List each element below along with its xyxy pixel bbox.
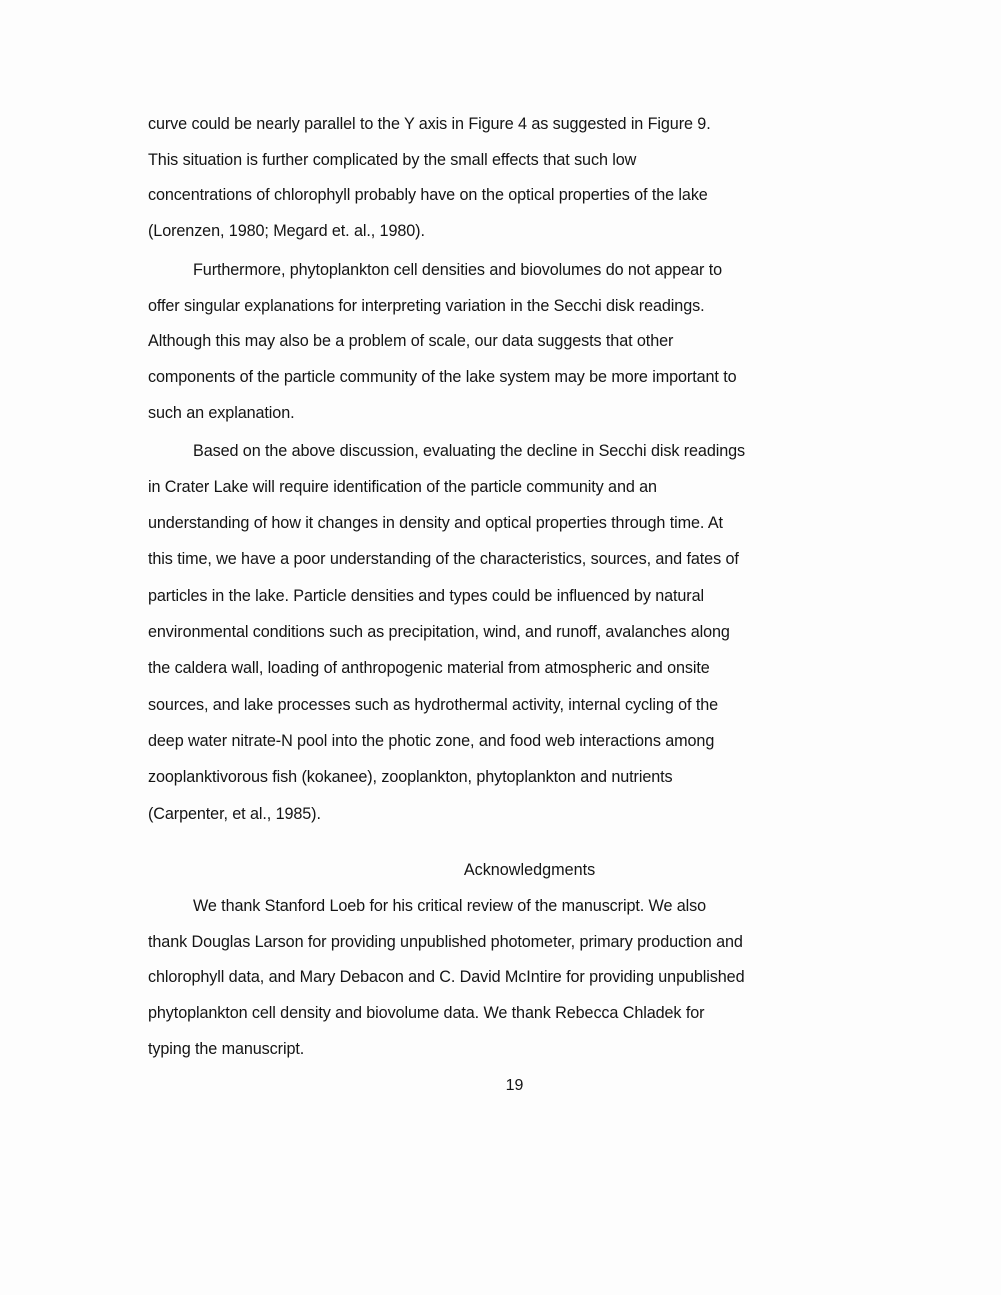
text-line: sources, and lake processes such as hydrothermal activity, internal cycling of the bbox=[148, 696, 719, 714]
page-number: 19 bbox=[505, 1077, 524, 1094]
text-line: chlorophyll data, and Mary Debacon and C. David McIntire for providing unpublished bbox=[148, 968, 745, 986]
text-line: zooplanktivorous fish (kokanee), zooplankton, phytoplankton and nutrients bbox=[148, 768, 673, 786]
text-line: (Lorenzen, 1980; Megard et. al., 1980). bbox=[148, 222, 425, 240]
text-line: offer singular explanations for interpreting variation in the Secchi disk readings. bbox=[148, 297, 705, 315]
text-line: in Crater Lake will require identification of the particle community and an bbox=[148, 478, 657, 496]
text-line: concentrations of chlorophyll probably have on the optical properties of the lake bbox=[148, 186, 708, 204]
text-line: components of the particle community of the lake system may be more important to bbox=[148, 368, 737, 386]
text-line: phytoplankton cell density and biovolume data. We thank Rebecca Chladek for bbox=[148, 1004, 705, 1022]
text-line: Based on the above discussion, evaluating the decline in Secchi disk readings bbox=[193, 442, 746, 460]
text-line: the caldera wall, loading of anthropogenic material from atmospheric and onsite bbox=[148, 659, 710, 677]
text-line: This situation is further complicated by the small effects that such low bbox=[148, 151, 637, 169]
text-line: curve could be nearly parallel to the Y axis in Figure 4 as suggested in Figure 9. bbox=[148, 115, 711, 133]
text-line: environmental conditions such as precipitation, wind, and runoff, avalanches along bbox=[148, 623, 730, 641]
text-line: particles in the lake. Particle densities and types could be influenced by natural bbox=[148, 587, 704, 605]
text-line: this time, we have a poor understanding of the characteristics, sources, and fates of bbox=[148, 550, 739, 568]
text-line: We thank Stanford Loeb for his critical review of the manuscript. We also bbox=[193, 897, 707, 915]
section-heading-acknowledgments: Acknowledgments bbox=[463, 861, 596, 879]
text-line: (Carpenter, et al., 1985). bbox=[148, 805, 321, 823]
text-line: typing the manuscript. bbox=[148, 1040, 305, 1058]
text-line: such an explanation. bbox=[148, 404, 295, 422]
text-line: Although this may also be a problem of scale, our data suggests that other bbox=[148, 332, 674, 350]
text-line: thank Douglas Larson for providing unpublished photometer, primary production and bbox=[148, 933, 743, 951]
text-line: Furthermore, phytoplankton cell densities and biovolumes do not appear to bbox=[193, 261, 723, 279]
text-line: deep water nitrate-N pool into the photic zone, and food web interactions among bbox=[148, 732, 715, 750]
text-line: understanding of how it changes in density and optical properties through time. At bbox=[148, 514, 723, 532]
